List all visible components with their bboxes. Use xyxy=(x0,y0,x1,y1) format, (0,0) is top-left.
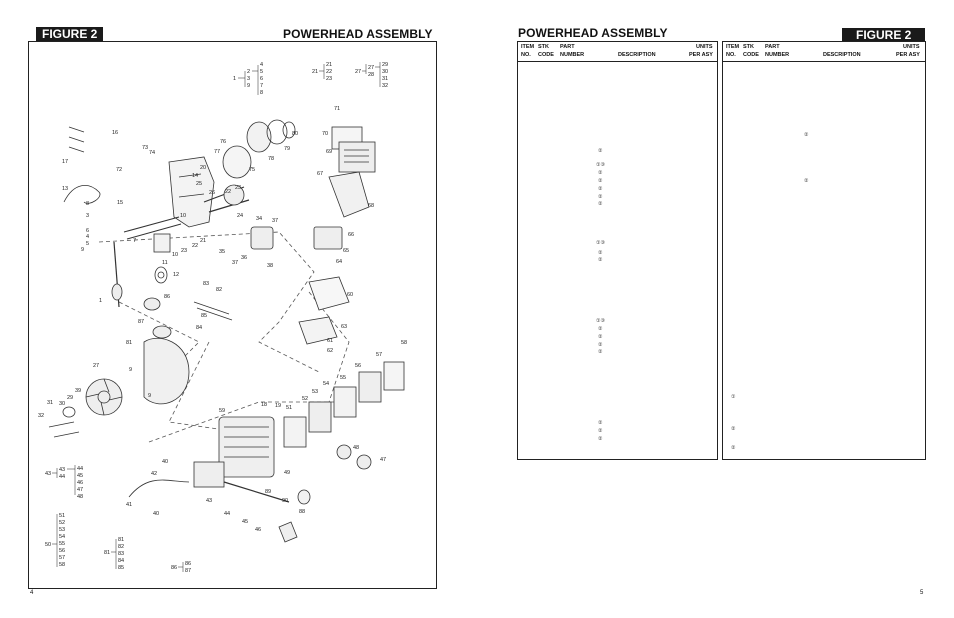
col-part: PART xyxy=(560,44,575,50)
svg-text:68: 68 xyxy=(368,203,375,209)
page-number: 4 xyxy=(30,590,34,596)
svg-text:52: 52 xyxy=(302,396,309,402)
svg-text:51: 51 xyxy=(59,513,66,519)
footnote-mark: ② xyxy=(598,250,603,256)
svg-text:1: 1 xyxy=(99,298,103,304)
svg-text:73: 73 xyxy=(142,145,149,151)
svg-text:37: 37 xyxy=(232,260,239,266)
footnote-mark: ② xyxy=(598,436,603,442)
footnote-mark: ② xyxy=(598,178,603,184)
svg-text:19: 19 xyxy=(275,403,282,409)
svg-text:3: 3 xyxy=(247,76,251,82)
svg-text:14: 14 xyxy=(192,173,199,179)
svg-text:81: 81 xyxy=(104,550,111,556)
right-page xyxy=(477,0,954,618)
col-no: NO. xyxy=(726,52,736,58)
svg-text:55: 55 xyxy=(59,541,66,547)
footnote-mark: ② xyxy=(598,194,603,200)
svg-text:22: 22 xyxy=(326,69,333,75)
svg-text:43: 43 xyxy=(45,471,52,477)
svg-text:10: 10 xyxy=(172,252,179,258)
svg-text:59: 59 xyxy=(219,408,226,414)
svg-text:79: 79 xyxy=(284,146,291,152)
svg-text:61: 61 xyxy=(327,338,334,344)
exploded-diagram xyxy=(28,41,437,589)
svg-text:37: 37 xyxy=(272,218,279,224)
svg-text:80: 80 xyxy=(292,131,299,137)
svg-text:43: 43 xyxy=(59,467,66,473)
footnote-mark: ② xyxy=(598,420,603,426)
svg-text:1: 1 xyxy=(233,76,237,82)
footnote-mark: ② xyxy=(804,178,809,184)
svg-text:7: 7 xyxy=(133,238,137,244)
col-per-asy: PER ASY xyxy=(896,52,920,58)
col-stk: STK xyxy=(743,44,754,50)
svg-text:89: 89 xyxy=(265,489,272,495)
svg-text:44: 44 xyxy=(77,466,84,472)
svg-text:51: 51 xyxy=(286,405,293,411)
svg-text:42: 42 xyxy=(151,471,158,477)
footnote-mark: ② xyxy=(598,326,603,332)
svg-text:57: 57 xyxy=(59,555,66,561)
svg-text:5: 5 xyxy=(86,241,90,247)
powerhead-exploded-view xyxy=(29,42,438,590)
svg-text:11: 11 xyxy=(162,260,168,266)
svg-text:56: 56 xyxy=(59,548,66,554)
svg-text:44: 44 xyxy=(59,474,66,480)
svg-text:22: 22 xyxy=(192,243,199,249)
svg-text:13: 13 xyxy=(62,186,69,192)
svg-text:9: 9 xyxy=(81,247,85,253)
footnote-mark: ② xyxy=(804,132,809,138)
svg-text:90: 90 xyxy=(282,498,289,504)
footnote-mark: ①③ xyxy=(596,240,605,246)
svg-text:87: 87 xyxy=(185,568,192,574)
footnote-mark: ② xyxy=(598,201,603,207)
svg-text:86: 86 xyxy=(185,561,192,567)
svg-text:9: 9 xyxy=(148,393,152,399)
svg-text:85: 85 xyxy=(118,565,125,571)
svg-text:29: 29 xyxy=(67,395,74,401)
svg-text:31: 31 xyxy=(47,400,54,406)
svg-text:82: 82 xyxy=(118,544,125,550)
svg-text:70: 70 xyxy=(322,131,329,137)
col-stk: STK xyxy=(538,44,549,50)
col-number: NUMBER xyxy=(560,52,585,58)
svg-text:23: 23 xyxy=(235,185,242,191)
svg-text:86: 86 xyxy=(171,565,178,571)
svg-text:48: 48 xyxy=(353,445,360,451)
footnote-mark: ② xyxy=(598,170,603,176)
svg-text:46: 46 xyxy=(77,480,84,486)
footnote-mark: ② xyxy=(598,186,603,192)
svg-text:71: 71 xyxy=(334,106,341,112)
svg-text:17: 17 xyxy=(62,159,69,165)
svg-text:49: 49 xyxy=(284,470,291,476)
svg-text:29: 29 xyxy=(382,62,389,68)
svg-text:54: 54 xyxy=(59,534,66,540)
svg-text:55: 55 xyxy=(340,375,347,381)
svg-text:47: 47 xyxy=(380,457,387,463)
svg-text:44: 44 xyxy=(224,511,231,517)
svg-text:74: 74 xyxy=(149,150,156,156)
svg-text:50: 50 xyxy=(45,542,52,548)
footnote-mark: ① xyxy=(731,394,736,400)
svg-text:21: 21 xyxy=(326,62,333,68)
svg-text:88: 88 xyxy=(299,509,306,515)
table-header xyxy=(518,42,717,62)
svg-text:84: 84 xyxy=(196,325,203,331)
svg-text:77: 77 xyxy=(214,149,221,155)
svg-text:41: 41 xyxy=(126,502,133,508)
svg-text:60: 60 xyxy=(347,292,354,298)
svg-text:84: 84 xyxy=(118,558,125,564)
table-header xyxy=(723,42,925,62)
footnote-mark: ② xyxy=(598,334,603,340)
svg-text:22: 22 xyxy=(225,189,232,195)
footnote-mark: ② xyxy=(598,342,603,348)
svg-text:35: 35 xyxy=(219,249,226,255)
svg-text:40: 40 xyxy=(162,459,169,465)
svg-text:65: 65 xyxy=(343,248,350,254)
svg-text:16: 16 xyxy=(112,130,119,136)
svg-text:24: 24 xyxy=(237,213,244,219)
svg-text:32: 32 xyxy=(38,413,45,419)
page-title: POWERHEAD ASSEMBLY xyxy=(283,27,433,41)
svg-text:64: 64 xyxy=(336,259,343,265)
svg-text:6: 6 xyxy=(260,76,264,82)
svg-text:58: 58 xyxy=(401,340,408,346)
col-no: NO. xyxy=(521,52,531,58)
svg-text:45: 45 xyxy=(77,473,84,479)
svg-text:53: 53 xyxy=(59,527,66,533)
svg-text:85: 85 xyxy=(201,313,208,319)
svg-text:69: 69 xyxy=(326,149,333,155)
svg-text:8: 8 xyxy=(260,90,264,96)
col-units: UNITS xyxy=(696,44,713,50)
col-item: ITEM xyxy=(521,44,535,50)
svg-text:15: 15 xyxy=(117,200,124,206)
svg-text:52: 52 xyxy=(59,520,66,526)
svg-text:8: 8 xyxy=(86,201,90,207)
svg-text:4: 4 xyxy=(260,62,264,68)
svg-text:81: 81 xyxy=(126,340,133,346)
svg-text:27: 27 xyxy=(368,65,375,71)
svg-text:62: 62 xyxy=(327,348,334,354)
svg-text:27: 27 xyxy=(93,363,100,369)
svg-text:28: 28 xyxy=(368,72,375,78)
svg-text:9: 9 xyxy=(247,83,251,89)
svg-text:54: 54 xyxy=(323,381,330,387)
svg-text:5: 5 xyxy=(260,69,264,75)
svg-text:53: 53 xyxy=(312,389,319,395)
svg-text:21: 21 xyxy=(200,238,207,244)
svg-text:4: 4 xyxy=(86,234,90,240)
svg-text:10: 10 xyxy=(180,213,187,219)
svg-text:66: 66 xyxy=(348,232,355,238)
svg-text:31: 31 xyxy=(382,76,389,82)
svg-text:21: 21 xyxy=(312,69,319,75)
svg-text:86: 86 xyxy=(164,294,171,300)
svg-text:63: 63 xyxy=(341,324,348,330)
svg-text:18: 18 xyxy=(261,402,268,408)
svg-text:27: 27 xyxy=(355,69,362,75)
svg-text:7: 7 xyxy=(260,83,264,89)
svg-text:57: 57 xyxy=(376,352,383,358)
footnote-mark: ② xyxy=(731,445,736,451)
svg-text:47: 47 xyxy=(77,487,84,493)
col-code: CODE xyxy=(743,52,759,58)
svg-text:26: 26 xyxy=(209,190,216,196)
svg-text:9: 9 xyxy=(129,367,133,373)
svg-text:3: 3 xyxy=(86,213,90,219)
svg-text:48: 48 xyxy=(77,494,84,500)
svg-text:67: 67 xyxy=(317,171,324,177)
svg-text:75: 75 xyxy=(249,167,256,173)
svg-text:87: 87 xyxy=(138,319,145,325)
col-number: NUMBER xyxy=(765,52,790,58)
svg-text:30: 30 xyxy=(59,401,66,407)
footnote-mark: ② xyxy=(598,257,603,263)
col-units: UNITS xyxy=(903,44,920,50)
col-per-asy: PER ASY xyxy=(689,52,713,58)
svg-text:83: 83 xyxy=(203,281,210,287)
col-code: CODE xyxy=(538,52,554,58)
svg-text:58: 58 xyxy=(59,562,66,568)
svg-text:2: 2 xyxy=(247,69,251,75)
svg-text:76: 76 xyxy=(220,139,227,145)
parts-table-left xyxy=(517,41,718,460)
svg-text:39: 39 xyxy=(75,388,82,394)
svg-text:12: 12 xyxy=(173,272,180,278)
col-item: ITEM xyxy=(726,44,740,50)
svg-text:72: 72 xyxy=(116,167,123,173)
svg-text:34: 34 xyxy=(256,216,263,222)
footnote-mark: ② xyxy=(598,148,603,154)
svg-text:43: 43 xyxy=(206,498,213,504)
svg-text:6: 6 xyxy=(86,228,90,234)
svg-text:82: 82 xyxy=(216,287,223,293)
svg-text:40: 40 xyxy=(153,511,160,517)
page-title: POWERHEAD ASSEMBLY xyxy=(518,26,668,40)
svg-text:32: 32 xyxy=(382,83,389,89)
col-description: DESCRIPTION xyxy=(823,52,861,58)
svg-text:83: 83 xyxy=(118,551,125,557)
footnote-mark: ② xyxy=(598,428,603,434)
page-number: 5 xyxy=(920,590,924,596)
svg-text:23: 23 xyxy=(181,248,188,254)
parts-table-right xyxy=(722,41,926,460)
svg-text:20: 20 xyxy=(200,165,207,171)
col-part: PART xyxy=(765,44,780,50)
svg-text:81: 81 xyxy=(118,537,125,543)
svg-text:25: 25 xyxy=(196,181,203,187)
figure-label: FIGURE 2 xyxy=(36,27,103,41)
footnote-mark: ①③ xyxy=(596,162,605,168)
svg-text:36: 36 xyxy=(241,255,248,261)
svg-text:45: 45 xyxy=(242,519,249,525)
svg-text:30: 30 xyxy=(382,69,389,75)
figure-label: FIGURE 2 xyxy=(842,28,925,42)
footnote-mark: ①③ xyxy=(596,318,605,324)
svg-text:56: 56 xyxy=(355,363,362,369)
svg-text:78: 78 xyxy=(268,156,275,162)
col-description: DESCRIPTION xyxy=(618,52,656,58)
svg-text:23: 23 xyxy=(326,76,333,82)
svg-text:38: 38 xyxy=(267,263,274,269)
footnote-mark: ② xyxy=(598,349,603,355)
footnote-mark: ② xyxy=(731,426,736,432)
svg-text:46: 46 xyxy=(255,527,262,533)
